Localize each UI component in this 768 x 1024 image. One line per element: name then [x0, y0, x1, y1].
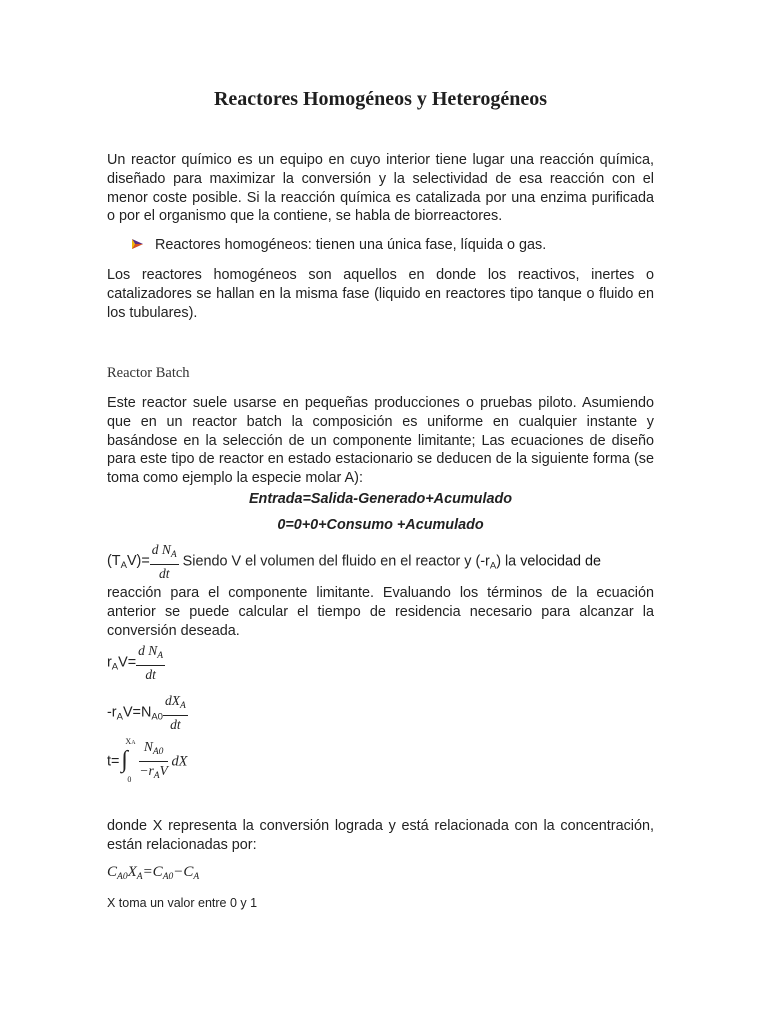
intro-paragraph: Un reactor químico es un equipo en cuyo interior tiene lugar una reacción química, diseñado para maximizar la conversión y la selectividad de esa reacción con el menor coste posible. Si la reacción química es catalizada por una enzima purificada o por el organismo que la contiene, se habla de biorreactores.	[107, 152, 654, 225]
homogeneous-paragraph: Los reactores homogéneos son aquellos en donde los reactivos, inertes o catalizadores se hallan en la misma fase (liquido en reactores tipo tanque o fluido en los tubulares).	[107, 267, 654, 321]
formula-rate-volume: $r_AV=$ $\frac{d N_A}{dt}$	[107, 643, 164, 682]
conversion-paragraph: donde X representa la conversión lograda y está relacionada con la concentración, están relacionadas por:	[107, 818, 654, 853]
rate-lhs: $(T_AV)=$	[107, 553, 150, 572]
bullet-text: Reactores homogéneos: tienen una única fase, líquida o gas.	[155, 237, 547, 253]
range-note: X toma un valor entre 0 y 1	[107, 896, 258, 910]
formula-conversion-rate: $-r_AV=N_{A0}$ $\frac{dX_A}{dt}$	[107, 693, 186, 732]
batch-paragraph: Este reactor suele usarse en pequeñas producciones o pruebas piloto. Asumiendo que en un reactor batch la composición es uniforme en cualquier instante y basándose en la selección de un componente limitante; Las ecuaciones de diseño para este tipo de reactor en estado estacionario se deducen de la siguiente forma (se toma como ejemplo la especie molar A):	[107, 395, 654, 487]
arrow-bullet-icon	[131, 237, 145, 249]
formula-residence-time: t= XA ∫ 0 $\frac{N_{A0}}{-r_AV}$ dX	[107, 736, 188, 784]
section-heading-batch: Reactor Batch	[107, 365, 190, 381]
balance-equation: Entrada=Salida-Generado+Acumulado	[248, 491, 513, 507]
rate-paragraph: $(T_AV)=$ $\frac{d N_A}{dt}$ Siendo V el volumen del fluido en el reactor y $(-r_A)$ la velocidad de reacción para el componente limitante. Evaluando los términos de la ecuación anterior se puede calcular el tiempo de residencia necesario para alcanzar la conversión deseada.	[107, 542, 654, 639]
integral-symbol: XA ∫ 0	[121, 736, 136, 784]
dNA-dt-fraction: $\frac{d N_A}{dt}$	[151, 542, 177, 581]
page-title: Reactores Homogéneos y Heterogéneos	[213, 88, 548, 110]
bullet-item	[131, 236, 651, 255]
formula-concentration: $C_{A0}X_A=C_{A0}-C_A$	[107, 864, 200, 882]
consumption-equation: 0=0+0+Consumo +Acumulado	[277, 517, 484, 533]
